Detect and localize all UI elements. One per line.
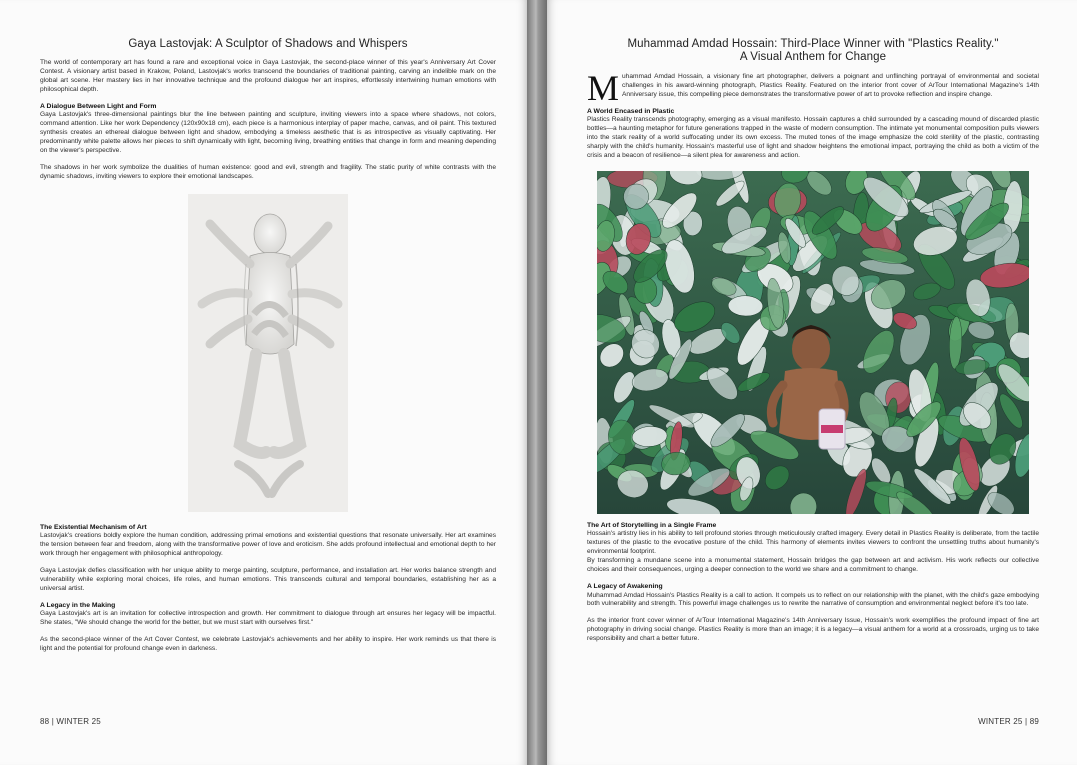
right-article-title bbox=[587, 38, 1039, 64]
right-section2-heading: The Art of Storytelling in a Single Frame bbox=[587, 521, 717, 529]
sculpture-image bbox=[188, 194, 348, 512]
left-section2-paragraph1: Lastovjak's creations boldly explore the human condition, addressing primal emotions and existential questions that resonate universally. Her art examines the tension between fear and freedom, along with the transformative power of love and eroticism. She adds profound intellectual and emotional depth to her work through her engagement with philosophical anthropology. bbox=[40, 532, 496, 557]
left-intro-paragraph: The world of contemporary art has found a rare and exceptional voice in Gaya Lastovjak, the second-place winner of this year's Anniversary Art Cover Contest. A visionary artist based in Krakow, Poland, Lastovjak's works transcend the boundaries of traditional painting, carving an indelible mark on the global art scene. Her mastery lies in her innovative technique and the profound dialogue her art inspires, effortlessly intertwining human emotions with philosophical depth. bbox=[40, 59, 496, 93]
left-article-title: Gaya Lastovjak: A Sculptor of Shadows and Whispers bbox=[128, 38, 408, 50]
right-section1-paragraph1: Plastics Reality transcends photography, emerging as a visual manifesto. Hossain captures a child surrounded by a cascading mound of discarded plastic bottles—a haunting metaphor for future generations trapped in the waste of modern consumption. The intimate yet monumental composition pulls viewers into the stark reality of a world suffocating under its own excess. The muted tones of the image emphasize the cold sterility of the plastic, contrasting sharply with the child's humanity. Hossain's masterful use of light and shadow heightens the emotional impact, portraying the child as both a victim of the crisis and a beacon of resilience—a silent plea for awareness and action. bbox=[587, 116, 1039, 159]
right-page-content bbox=[587, 38, 1039, 644]
left-section3-paragraph1: Gaya Lastovjak's art is an invitation for collective introspection and growth. Her commitment to dialogue through art ensures her legacy will be impactful. She states, "We should change the world for the better, but we must start with ourselves first." bbox=[40, 610, 496, 627]
right-section3-paragraph1: Muhammad Amdad Hossain's Plastics Reality is a call to action. It compels us to reflect on our relationship with the planet, with the child's gaze embodying both vulnerability and strength. This powerful image challenges us to rewrite the narrative of consumption and environmental neglect before it's too late. bbox=[587, 591, 1039, 608]
left-section1-heading: A Dialogue Between Light and Form bbox=[40, 102, 157, 110]
right-section2-paragraph2: By transforming a mundane scene into a monumental statement, Hossain bridges the gap between art and activism. His work reflects our collective choices and their consequences, urging a deeper connection to the world we share and a commitment to change. bbox=[587, 557, 1039, 574]
book-gutter bbox=[527, 0, 547, 765]
left-page-content bbox=[40, 38, 496, 654]
right-section2-paragraph1: Hossain's artistry lies in his ability to tell profound stories through meticulously crafted imagery. Every detail in Plastics Reality is deliberate, from the tactile textures of the plastic to the evocative posture of the child. This harmony of elements invites viewers to confront the unsettling truths about humanity's environmental footprint. bbox=[587, 530, 1039, 556]
right-intro-paragraph: uhammad Amdad Hossain, a visionary fine art photographer, delivers a poignant and unflinching portrayal of environmental and societal challenges in his award-winning photograph, Plastics Reality. Featured on the interior front cover of ArTour International Magazine's 14th Anniversary issue, this compelling piece demonstrates the transformative power of art to provoke reflection and inspire change. bbox=[622, 73, 1039, 98]
right-section3-paragraph2: As the interior front cover winner of ArTour International Magazine's 14th Anniversary Issue, Hossain's work exemplifies the profound impact of fine art photography in driving social change. Plastics Reality is more than an image; it is a legacy—a visual anthem for a world at a crossroads, urging us to take responsibility and chart a better future. bbox=[587, 617, 1039, 643]
right-page bbox=[547, 0, 1077, 765]
left-section3-heading: A Legacy in the Making bbox=[40, 601, 116, 609]
right-section3-heading: A Legacy of Awakening bbox=[587, 582, 663, 590]
left-page bbox=[0, 0, 527, 765]
left-section1-paragraph2: The shadows in her work symbolize the dualities of human existence: good and evil, strength and fragility. The static purity of white contrasts with the dynamic shadows, inviting viewers to explore their emotional landscapes. bbox=[40, 163, 496, 180]
right-title-line2: A Visual Anthem for Change bbox=[739, 51, 887, 63]
right-intro-block bbox=[587, 68, 1039, 108]
left-section1-paragraph1: Gaya Lastovjak's three-dimensional paintings blur the line between painting and sculpture, inviting viewers into a space where shadows, not colors, command attention. Like her work Dependency (120x90x18 cm), each piece is a harmonious interplay of paper mache, canvas, and oil paint. This textured synthesis creates an ethereal dialogue between light and shadow, embodying a timeless aesthetic that is as introspective as visually captivating. Her predominantly white palette allows her pieces to shift dynamically with light, becoming living, breathing entities that change in form and meaning depending on the viewer's perspective. bbox=[40, 111, 496, 154]
drop-cap: M bbox=[587, 68, 620, 108]
left-page-footer: 88 | WINTER 25 bbox=[40, 717, 101, 726]
left-section2-paragraph2: Gaya Lastovjak defies classification with her unique ability to merge painting, sculpture, performance, and installation art. Her works balance strength and vulnerability while exploring moral choices, life roles, and human emotions. This transcends cultural and temporal boundaries, establishing her as a universal artist. bbox=[40, 566, 496, 592]
plastics-reality-photo bbox=[597, 171, 1029, 514]
left-section2-heading: The Existential Mechanism of Art bbox=[40, 523, 147, 531]
right-page-footer: WINTER 25 | 89 bbox=[978, 717, 1039, 726]
left-section3-paragraph2: As the second-place winner of the Art Cover Contest, we celebrate Lastovjak's achievements and her ability to inspire. Her work reminds us that there is light and the potential for profound change even in darkness. bbox=[40, 636, 496, 652]
right-section1-heading: A World Encased in Plastic bbox=[587, 107, 675, 115]
right-title-line1: Muhammad Amdad Hossain: Third-Place Winner with "Plastics Reality." bbox=[627, 38, 999, 50]
